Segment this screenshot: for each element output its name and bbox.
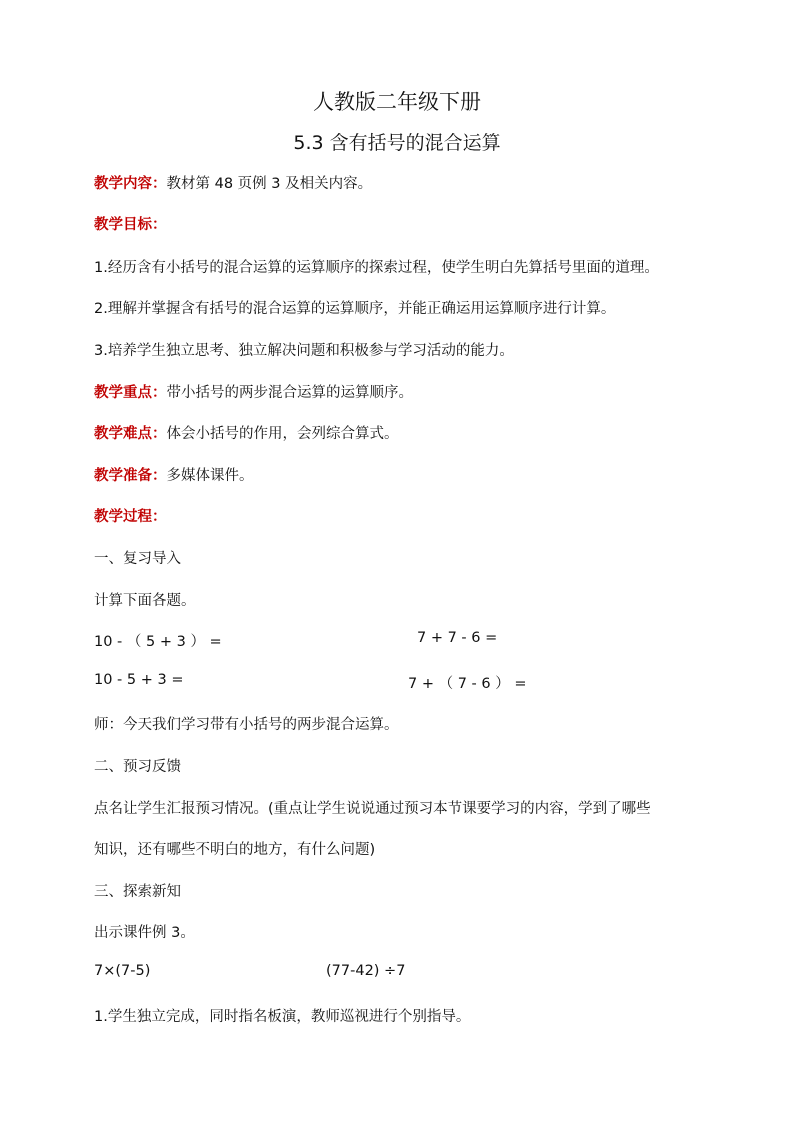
exercise-row-1 xyxy=(94,630,694,651)
difficulty-text: 体会小括号的作用，会列综合算式。 xyxy=(166,426,399,442)
exercise-2-right: 7 + （ 7 - 6 ） = xyxy=(408,676,527,692)
document-title: 人教版二年级下册 xyxy=(313,90,481,114)
section1-heading: 一、复习导入 xyxy=(94,551,181,567)
teacher-line: 师：今天我们学习带有小括号的两步混合运算。 xyxy=(94,717,399,733)
exercise-1-left: 10 - （ 5 + 3 ） = xyxy=(94,634,222,650)
exercise-1-right: 7 + 7 - 6 = xyxy=(417,630,498,646)
preparation-label: 教学准备： xyxy=(94,468,167,484)
key-point-text: 带小括号的两步混合运算的运算顺序。 xyxy=(166,385,413,401)
difficulty-label: 教学难点： xyxy=(94,426,167,442)
section2-text-1: 点名让学生汇报预习情况。(重点让学生说说通过预习本节课要学习的内容，学到了哪些 xyxy=(94,801,651,817)
section1-intro: 计算下面各题。 xyxy=(94,593,196,609)
key-point-line xyxy=(94,381,413,402)
key-point-label: 教学重点： xyxy=(94,385,167,401)
preparation-text: 多媒体课件。 xyxy=(166,468,254,484)
goal-item-2: 2.理解并掌握含有括号的混合运算的运算顺序，并能正确运用运算顺序进行计算。 xyxy=(94,301,616,317)
goals-label: 教学目标： xyxy=(94,217,167,233)
section2-text-2: 知识，还有哪些不明白的地方，有什么问题) xyxy=(94,842,376,858)
example-expr-left: 7×(7-5) xyxy=(94,963,151,979)
preparation-line xyxy=(94,464,254,485)
example-expr-right: (77-42) ÷7 xyxy=(326,963,406,979)
section3-intro: 出示课件例 3。 xyxy=(94,925,195,941)
section3-step-1: 1.学生独立完成，同时指名板演，教师巡视进行个别指导。 xyxy=(94,1009,471,1025)
goal-item-3: 3.培养学生独立思考、独立解决问题和积极参与学习活动的能力。 xyxy=(94,343,514,359)
section2-heading: 二、预习反馈 xyxy=(94,759,181,775)
exercise-2-left: 10 - 5 + 3 = xyxy=(94,672,184,688)
exercise-row-2 xyxy=(94,672,694,692)
difficulty-line xyxy=(94,422,399,443)
process-label: 教学过程： xyxy=(94,509,167,525)
content-label: 教学内容： xyxy=(94,176,167,192)
example-expressions xyxy=(94,963,694,979)
goal-item-1: 1.经历含有小括号的混合运算的运算顺序的探索过程，使学生明白先算括号里面的道理。 xyxy=(94,260,659,276)
document-subtitle: 5.3 含有括号的混合运算 xyxy=(293,132,501,154)
content-line xyxy=(94,172,372,193)
section3-heading: 三、探索新知 xyxy=(94,884,181,900)
content-text: 教材第 48 页例 3 及相关内容。 xyxy=(166,176,373,192)
